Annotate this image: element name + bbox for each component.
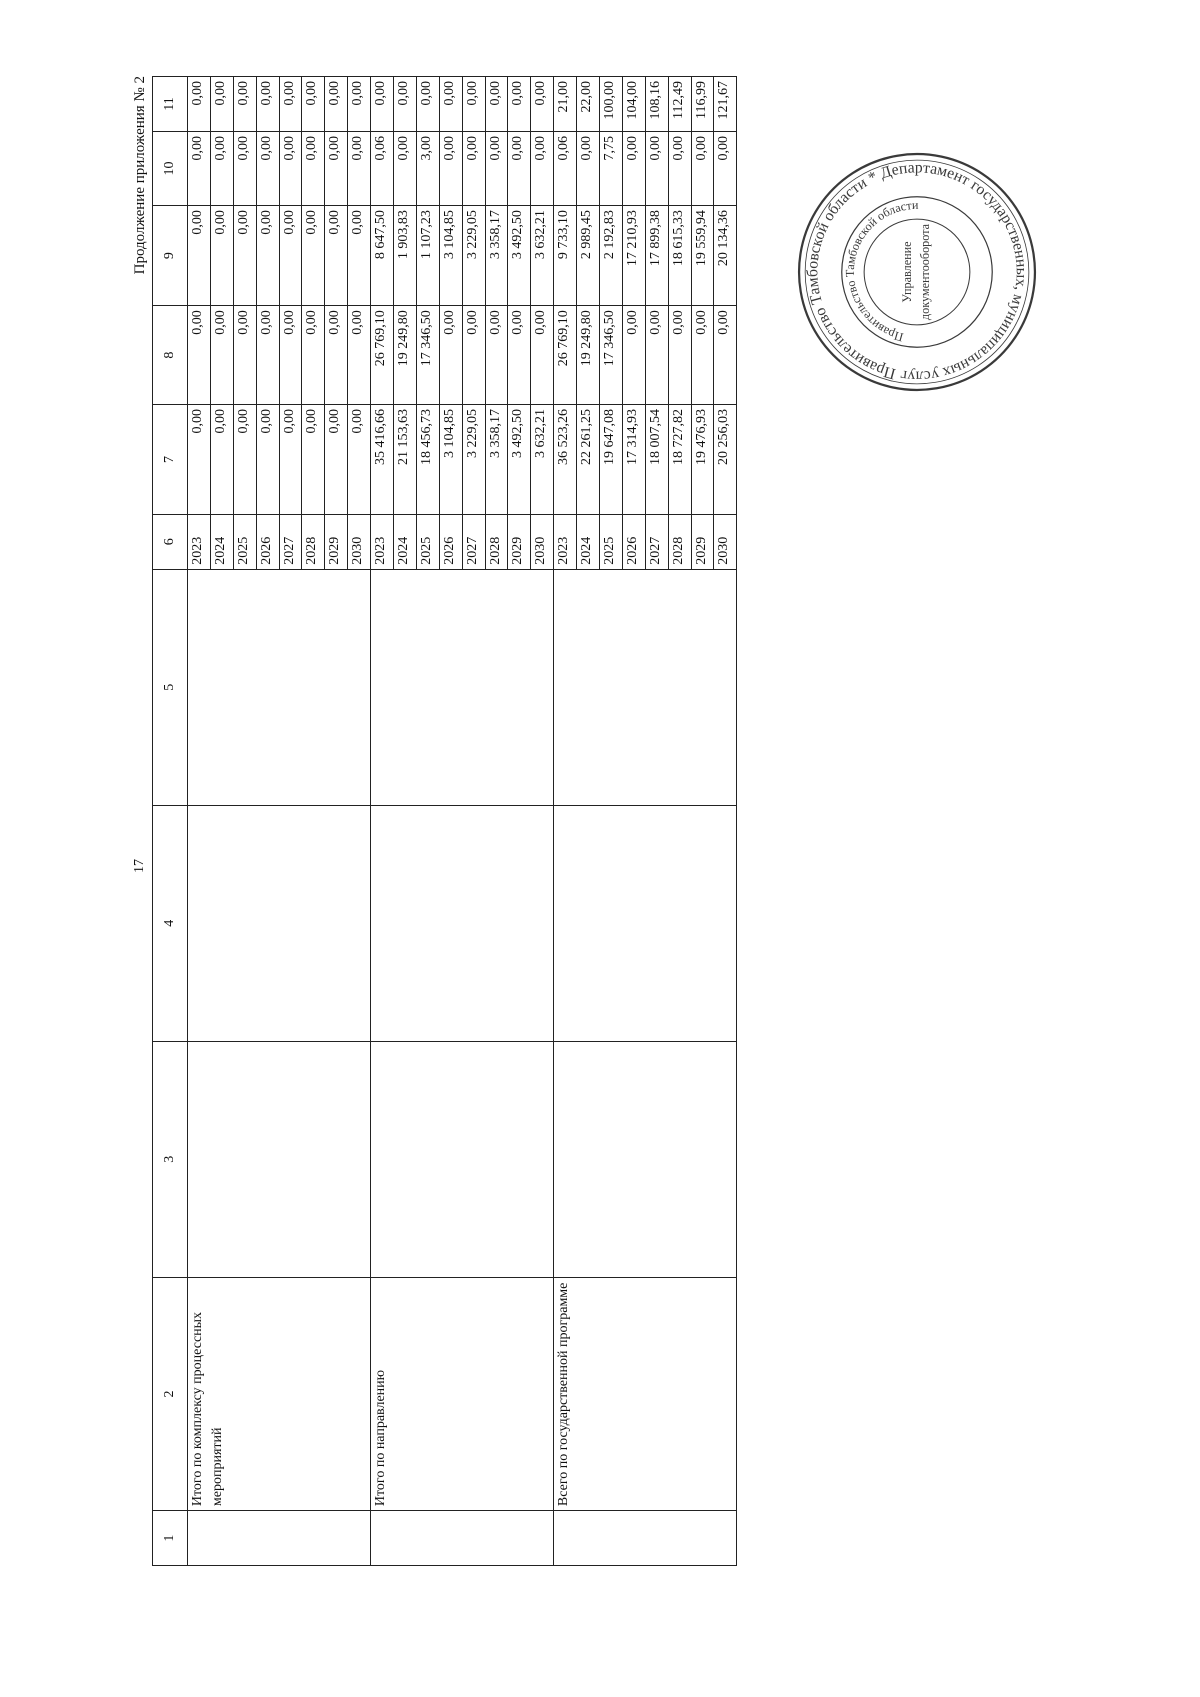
value-cell: 0,00 bbox=[188, 131, 211, 205]
value-cell: 19 476,93 bbox=[691, 405, 714, 515]
header-cell: 10 bbox=[153, 131, 188, 205]
value-cell: 0,00 bbox=[462, 131, 485, 205]
value-cell: 0,00 bbox=[668, 306, 691, 405]
seal-center-line1: Управление bbox=[899, 241, 914, 303]
year-cell: 2023 bbox=[188, 514, 211, 569]
budget-table bbox=[152, 76, 737, 1566]
value-cell: 1 107,23 bbox=[416, 206, 439, 306]
value-cell: 17 346,50 bbox=[600, 306, 623, 405]
value-cell: 0,00 bbox=[279, 206, 302, 306]
empty-cell bbox=[371, 569, 554, 805]
value-cell: 0,00 bbox=[302, 405, 325, 515]
value-cell: 7,75 bbox=[600, 131, 623, 205]
header-cell: 1 bbox=[153, 1511, 188, 1566]
header-cell: 9 bbox=[153, 206, 188, 306]
value-cell: 3 632,21 bbox=[531, 405, 554, 515]
value-cell: 0,00 bbox=[394, 77, 417, 132]
empty-cell bbox=[371, 1041, 554, 1277]
value-cell: 100,00 bbox=[600, 77, 623, 132]
value-cell: 0,00 bbox=[233, 405, 256, 515]
value-cell: 0,00 bbox=[622, 306, 645, 405]
table-row bbox=[371, 77, 394, 1566]
value-cell: 0,00 bbox=[302, 306, 325, 405]
value-cell: 0,00 bbox=[302, 77, 325, 132]
value-cell: 3 358,17 bbox=[485, 206, 508, 306]
empty-cell bbox=[554, 1041, 737, 1277]
continuation-caption: Продолжение приложения № 2 bbox=[132, 76, 148, 275]
value-cell: 18 007,54 bbox=[645, 405, 668, 515]
value-cell: 0,00 bbox=[348, 405, 371, 515]
value-cell: 0,00 bbox=[256, 131, 279, 205]
value-cell: 0,00 bbox=[325, 77, 348, 132]
value-cell: 0,00 bbox=[233, 77, 256, 132]
value-cell: 0,00 bbox=[668, 131, 691, 205]
empty-cell bbox=[554, 805, 737, 1041]
year-cell: 2030 bbox=[531, 514, 554, 569]
table-row bbox=[188, 77, 211, 1566]
value-cell: 20 256,03 bbox=[714, 405, 737, 515]
value-cell: 0,00 bbox=[348, 206, 371, 306]
year-cell: 2024 bbox=[210, 514, 233, 569]
value-cell: 3 229,05 bbox=[462, 206, 485, 306]
value-cell: 0,00 bbox=[394, 131, 417, 205]
value-cell: 3 492,50 bbox=[508, 206, 531, 306]
value-cell: 17 210,93 bbox=[622, 206, 645, 306]
value-cell: 20 134,36 bbox=[714, 206, 737, 306]
year-cell: 2024 bbox=[577, 514, 600, 569]
value-cell: 17 899,38 bbox=[645, 206, 668, 306]
header-cell: 2 bbox=[153, 1277, 188, 1510]
value-cell: 0,00 bbox=[462, 77, 485, 132]
value-cell: 0,00 bbox=[210, 405, 233, 515]
value-cell: 0,00 bbox=[279, 306, 302, 405]
value-cell: 0,00 bbox=[325, 206, 348, 306]
year-cell: 2030 bbox=[348, 514, 371, 569]
value-cell: 0,00 bbox=[508, 306, 531, 405]
value-cell: 22,00 bbox=[577, 77, 600, 132]
value-cell: 0,00 bbox=[210, 306, 233, 405]
seal-outer-text: Правительство Тамбовской области * Департамент государственных, муниципальных услуг bbox=[804, 159, 1030, 385]
value-cell: 0,00 bbox=[188, 405, 211, 515]
year-cell: 2025 bbox=[600, 514, 623, 569]
value-cell: 35 416,66 bbox=[371, 405, 394, 515]
value-cell: 0,00 bbox=[714, 306, 737, 405]
header-cell: 6 bbox=[153, 514, 188, 569]
value-cell: 0,00 bbox=[279, 405, 302, 515]
value-cell: 0,00 bbox=[645, 306, 668, 405]
year-cell: 2023 bbox=[554, 514, 577, 569]
value-cell: 121,67 bbox=[714, 77, 737, 132]
svg-text:Правительство Тамбовской облас bbox=[795, 150, 1039, 394]
year-cell: 2030 bbox=[714, 514, 737, 569]
year-cell: 2026 bbox=[439, 514, 462, 569]
value-cell: 0,00 bbox=[279, 77, 302, 132]
value-cell: 3,00 bbox=[416, 131, 439, 205]
value-cell: 0,00 bbox=[577, 131, 600, 205]
header-row bbox=[153, 77, 188, 1566]
value-cell: 0,00 bbox=[256, 306, 279, 405]
year-cell: 2028 bbox=[302, 514, 325, 569]
value-cell: 0,00 bbox=[531, 306, 554, 405]
value-cell: 108,16 bbox=[645, 77, 668, 132]
value-cell: 0,00 bbox=[325, 306, 348, 405]
value-cell: 0,00 bbox=[188, 206, 211, 306]
value-cell: 26 769,10 bbox=[554, 306, 577, 405]
value-cell: 0,00 bbox=[531, 77, 554, 132]
year-cell: 2026 bbox=[256, 514, 279, 569]
value-cell: 0,00 bbox=[302, 206, 325, 306]
value-cell: 26 769,10 bbox=[371, 306, 394, 405]
value-cell: 0,00 bbox=[188, 306, 211, 405]
value-cell: 2 989,45 bbox=[577, 206, 600, 306]
year-cell: 2024 bbox=[394, 514, 417, 569]
value-cell: 0,00 bbox=[439, 131, 462, 205]
value-cell: 0,00 bbox=[622, 131, 645, 205]
value-cell: 18 615,33 bbox=[668, 206, 691, 306]
value-cell: 17 314,93 bbox=[622, 405, 645, 515]
header-cell: 4 bbox=[153, 805, 188, 1041]
row-number-cell bbox=[554, 1511, 737, 1566]
value-cell: 0,00 bbox=[279, 131, 302, 205]
value-cell: 8 647,50 bbox=[371, 206, 394, 306]
value-cell: 19 249,80 bbox=[577, 306, 600, 405]
value-cell: 3 492,50 bbox=[508, 405, 531, 515]
value-cell: 0,00 bbox=[233, 306, 256, 405]
value-cell: 0,00 bbox=[348, 306, 371, 405]
value-cell: 19 249,80 bbox=[394, 306, 417, 405]
value-cell: 0,00 bbox=[256, 405, 279, 515]
header-cell: 3 bbox=[153, 1041, 188, 1277]
value-cell: 0,00 bbox=[645, 131, 668, 205]
group-label: Итого по направлению bbox=[371, 1277, 554, 1510]
row-number-cell bbox=[371, 1511, 554, 1566]
year-cell: 2026 bbox=[622, 514, 645, 569]
value-cell: 18 727,82 bbox=[668, 405, 691, 515]
value-cell: 21 153,63 bbox=[394, 405, 417, 515]
official-seal-stamp bbox=[795, 150, 1039, 394]
value-cell: 0,00 bbox=[233, 131, 256, 205]
value-cell: 0,00 bbox=[691, 306, 714, 405]
value-cell: 104,00 bbox=[622, 77, 645, 132]
group-label: Итого по комплексу процессных мероприятий bbox=[188, 1277, 371, 1510]
header-cell: 5 bbox=[153, 569, 188, 805]
value-cell: 19 559,94 bbox=[691, 206, 714, 306]
value-cell: 36 523,26 bbox=[554, 405, 577, 515]
value-cell: 0,00 bbox=[348, 131, 371, 205]
value-cell: 0,00 bbox=[508, 77, 531, 132]
value-cell: 0,00 bbox=[210, 77, 233, 132]
year-cell: 2025 bbox=[416, 514, 439, 569]
group-label: Всего по государственной программе bbox=[554, 1277, 737, 1510]
year-cell: 2027 bbox=[462, 514, 485, 569]
header-cell: 11 bbox=[153, 77, 188, 132]
year-cell: 2028 bbox=[485, 514, 508, 569]
value-cell: 1 903,83 bbox=[394, 206, 417, 306]
header-cell: 8 bbox=[153, 306, 188, 405]
value-cell: 0,00 bbox=[256, 206, 279, 306]
year-cell: 2023 bbox=[371, 514, 394, 569]
value-cell: 3 104,85 bbox=[439, 206, 462, 306]
year-cell: 2027 bbox=[645, 514, 668, 569]
value-cell: 22 261,25 bbox=[577, 405, 600, 515]
value-cell: 0,00 bbox=[485, 77, 508, 132]
value-cell: 0,00 bbox=[416, 77, 439, 132]
value-cell: 0,00 bbox=[508, 131, 531, 205]
empty-cell bbox=[188, 569, 371, 805]
value-cell: 3 632,21 bbox=[531, 206, 554, 306]
value-cell: 17 346,50 bbox=[416, 306, 439, 405]
value-cell: 0,00 bbox=[485, 306, 508, 405]
year-cell: 2028 bbox=[668, 514, 691, 569]
value-cell: 0,00 bbox=[714, 131, 737, 205]
rotated-page-content bbox=[132, 76, 732, 1566]
empty-cell bbox=[188, 1041, 371, 1277]
page-number: 17 bbox=[132, 859, 147, 873]
value-cell: 0,00 bbox=[256, 77, 279, 132]
value-cell: 0,00 bbox=[691, 131, 714, 205]
value-cell: 3 229,05 bbox=[462, 405, 485, 515]
header-cell: 7 bbox=[153, 405, 188, 515]
year-cell: 2029 bbox=[508, 514, 531, 569]
year-cell: 2029 bbox=[691, 514, 714, 569]
value-cell: 0,00 bbox=[531, 131, 554, 205]
value-cell: 0,06 bbox=[554, 131, 577, 205]
year-cell: 2025 bbox=[233, 514, 256, 569]
value-cell: 0,00 bbox=[233, 206, 256, 306]
value-cell: 0,06 bbox=[371, 131, 394, 205]
value-cell: 3 358,17 bbox=[485, 405, 508, 515]
value-cell: 116,99 bbox=[691, 77, 714, 132]
year-cell: 2027 bbox=[279, 514, 302, 569]
row-number-cell bbox=[188, 1511, 371, 1566]
value-cell: 0,00 bbox=[462, 306, 485, 405]
value-cell: 0,00 bbox=[348, 77, 371, 132]
empty-cell bbox=[554, 569, 737, 805]
value-cell: 0,00 bbox=[485, 131, 508, 205]
value-cell: 0,00 bbox=[371, 77, 394, 132]
value-cell: 0,00 bbox=[302, 131, 325, 205]
value-cell: 0,00 bbox=[439, 306, 462, 405]
table-row bbox=[554, 77, 577, 1566]
seal-center-line2: документооборота bbox=[918, 223, 933, 321]
value-cell: 19 647,08 bbox=[600, 405, 623, 515]
value-cell: 0,00 bbox=[325, 131, 348, 205]
value-cell: 9 733,10 bbox=[554, 206, 577, 306]
value-cell: 0,00 bbox=[188, 77, 211, 132]
value-cell: 0,00 bbox=[210, 131, 233, 205]
value-cell: 21,00 bbox=[554, 77, 577, 132]
value-cell: 0,00 bbox=[210, 206, 233, 306]
value-cell: 3 104,85 bbox=[439, 405, 462, 515]
value-cell: 112,49 bbox=[668, 77, 691, 132]
value-cell: 2 192,83 bbox=[600, 206, 623, 306]
empty-cell bbox=[371, 805, 554, 1041]
value-cell: 18 456,73 bbox=[416, 405, 439, 515]
seal-inner-text: Правительство Тамбовской области bbox=[842, 197, 919, 345]
value-cell: 0,00 bbox=[439, 77, 462, 132]
year-cell: 2029 bbox=[325, 514, 348, 569]
value-cell: 0,00 bbox=[325, 405, 348, 515]
empty-cell bbox=[188, 805, 371, 1041]
